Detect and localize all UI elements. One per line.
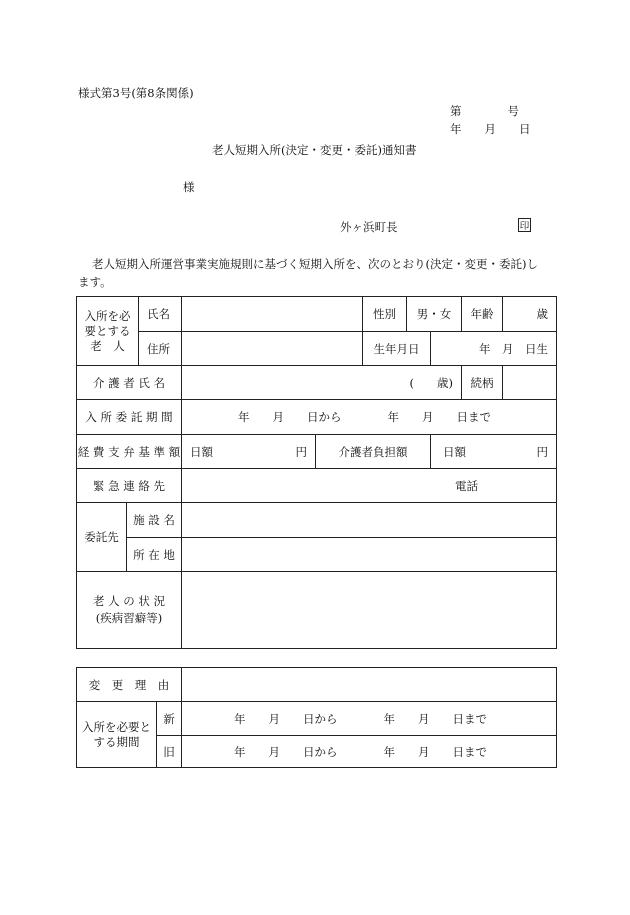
address-field[interactable] — [182, 332, 362, 365]
name-label: 氏名 — [147, 307, 170, 321]
phone-field[interactable]: 電話 — [455, 478, 478, 493]
addressee-suffix: 様 — [183, 180, 195, 194]
consignment-period-field[interactable]: 年 月 日から 年 月 日まで — [238, 410, 491, 424]
facility-location-field[interactable] — [182, 538, 556, 571]
emergency-contact-field[interactable] — [182, 469, 452, 502]
change-reason-field[interactable] — [182, 668, 556, 701]
address-label: 住所 — [147, 341, 170, 356]
facility-name-field[interactable] — [182, 503, 556, 537]
gender-value[interactable]: 男・女 — [416, 307, 452, 321]
burden-daily-label: 日額 — [443, 444, 466, 459]
elderly-status-label-line2: (疾病習癖等) — [95, 611, 163, 625]
gender-label: 性別 — [373, 307, 396, 321]
change-reason-label: 変 更 理 由 — [88, 677, 170, 692]
elderly-status-field[interactable] — [182, 572, 556, 648]
new-period-label: 新 — [163, 711, 175, 726]
body-text-line1: 老人短期入所運営事業実施規則に基づく短期入所を、次のとおり(決定・変更・委託)し — [92, 257, 538, 271]
caregiver-name-field[interactable]: ( 歳) — [409, 375, 453, 390]
cost-standard-label: 経 費 支 弁 基 準 額 — [77, 444, 181, 459]
elderly-person-group-label: 入所を必要とする老 人 — [84, 308, 131, 353]
emergency-contact-label: 緊 急 連 絡 先 — [92, 478, 166, 493]
issuer-name: 外ヶ浜町長 — [340, 220, 398, 234]
dob-label: 生年月日 — [373, 341, 420, 356]
name-field[interactable] — [182, 297, 362, 331]
relation-field[interactable] — [503, 366, 556, 399]
document-title: 老人短期入所(決定・変更・委託)通知書 — [212, 143, 417, 157]
daily-amount-label: 日額 — [190, 444, 213, 459]
new-period-field[interactable]: 年 月 日から 年 月 日まで — [234, 711, 487, 726]
caregiver-burden-label: 介護者負担額 — [338, 444, 408, 459]
daily-amount-field[interactable]: 円 — [295, 444, 307, 459]
age-field[interactable]: 歳 — [536, 307, 548, 321]
dob-field[interactable]: 年 月 日生 — [479, 341, 548, 356]
elderly-status-label-line1: 老 人 の 状 況 — [92, 594, 166, 608]
facility-location-label: 所 在 地 — [133, 547, 175, 562]
seal-mark: 印 — [518, 218, 531, 232]
form-number: 様式第3号(第8条関係) — [78, 86, 194, 100]
relation-label: 続柄 — [470, 375, 494, 390]
needed-period-label: 入所を必要とする期間 — [82, 720, 151, 749]
old-period-field[interactable]: 年 月 日から 年 月 日まで — [234, 745, 487, 759]
consignee-label: 委託先 — [84, 530, 119, 544]
consignment-period-label: 入 所 委 託 期 間 — [85, 410, 173, 424]
issue-date: 年 月 日 — [450, 122, 531, 136]
burden-daily-field[interactable]: 円 — [536, 444, 548, 459]
age-label: 年齢 — [470, 307, 494, 321]
caregiver-name-label: 介 護 者 氏 名 — [92, 375, 166, 390]
old-period-label: 旧 — [163, 745, 175, 759]
body-text-line2: ます。 — [78, 275, 112, 289]
document-number: 第 号 — [450, 104, 519, 118]
elderly-status-label — [77, 572, 181, 648]
facility-name-label: 施 設 名 — [133, 513, 175, 527]
